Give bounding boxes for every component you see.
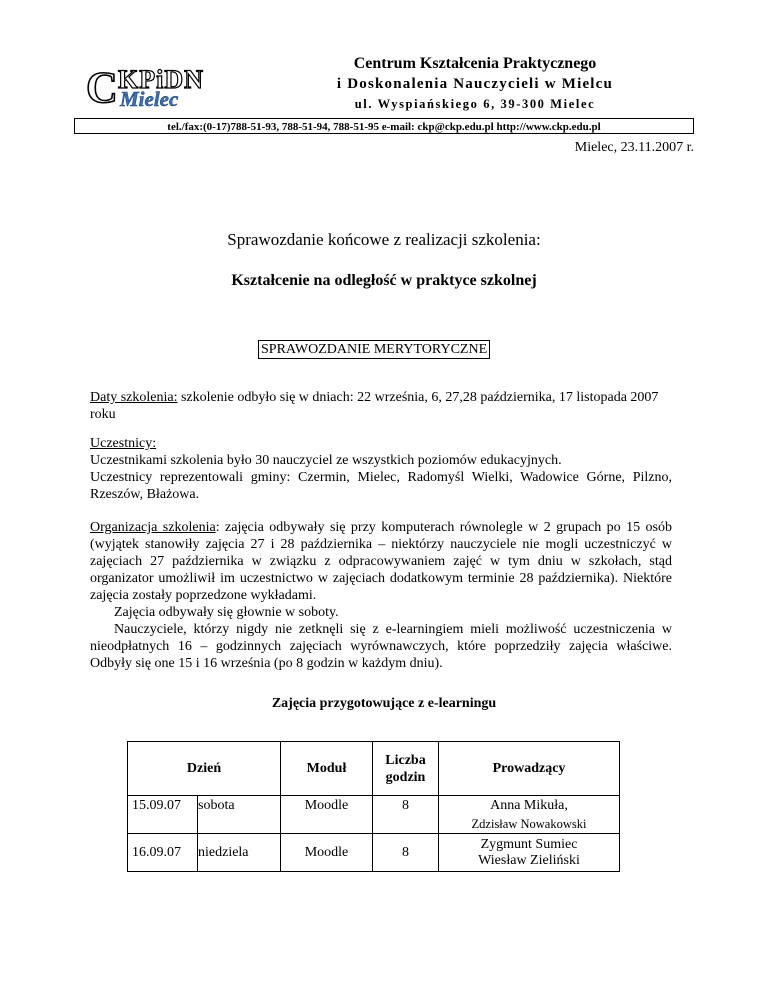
table-row [128, 834, 620, 872]
organization-paragraph [90, 519, 672, 604]
svg-text:KPiDN: KPiDN [118, 65, 204, 94]
document-date: Mielec, 23.11.2007 r. [574, 140, 694, 155]
row-hours: 8 [373, 796, 439, 834]
row-module: Moodle [281, 834, 373, 872]
row-lead [439, 834, 620, 872]
row-lead [439, 796, 620, 834]
row-module: Moodle [281, 796, 373, 834]
organization-text: : zajęcia odbywały się przy komputerach równolegle w 2 grupach po 15 osób (wyjątek stanowiły zajęcia 27 i 28 października – niektórzy nauczyciele nie mogli uczestniczyć w zajęciach 27 października w związku z odpracowywaniem zajęć w tym dniu w szkołach, stąd organizator umożliwił im uczestnictwo w zajęciach dodatkowym terminie 28 października). Niektóre zajęcia zostały poprzedzone wykładami. [90, 520, 672, 603]
row-weekday: niedziela [198, 834, 281, 872]
report-subtitle: Kształcenie na odległość w praktyce szkolnej [231, 272, 537, 289]
header-lead: Prowadzący [439, 742, 620, 796]
training-dates-paragraph [90, 389, 672, 423]
participants-line1: Uczestnikami szkolenia było 30 nauczyciel ze wszystkich poziomów edukacyjnych. [90, 453, 562, 468]
svg-text:C: C [86, 63, 118, 112]
row-date: 16.09.07 [128, 834, 198, 872]
header-module: Moduł [281, 742, 373, 796]
table-row [128, 796, 620, 834]
table-header-row [128, 742, 620, 796]
organization-remedial: Nauczyciele, którzy nigdy nie zetknęli się z e-learningiem mieli możliwość uczestniczenia w nieodpłatnych 16 – godzinnych zajęciach wyrównawczych, które poprzedziły zajęcia właściwe. Odbyły się one 15 i 16 września (po 8 godzin w każdym dniu). [90, 622, 672, 671]
training-dates-label: Daty szkolenia: [90, 390, 178, 405]
schedule-table-title: Zajęcia przygotowujące z e-learningu [271, 696, 497, 711]
section-heading-box: SPRAWOZDANIE MERYTORYCZNE [258, 340, 490, 359]
lead-name-1: Zygmunt Sumiec [480, 836, 578, 852]
contact-bar: tel./fax:(0-17)788-51-93, 788-51-94, 788-51-95 e-mail: ckp@ckp.edu.pl http://www.ckp.edu.pl [74, 118, 694, 134]
lead-name-2: Zdzisław Nowakowski [471, 817, 587, 831]
org-name-line2: i Doskonalenia Nauczycieli w Mielcu [336, 76, 614, 92]
training-dates-text: szkolenie odbyło się w dniach: 22 września, 6, 27,28 października, 17 listopada 2007 roku [90, 390, 659, 422]
header-hours: Liczba godzin [373, 742, 439, 796]
participants-line2: Uczestnicy reprezentowali gminy: Czermin, Mielec, Radomyśl Wielki, Wadowice Górne, Pilzno, Rzeszów, Błażowa. [90, 470, 672, 502]
org-name-line1: Centrum Kształcenia Praktycznego [353, 55, 597, 72]
header-day: Dzień [128, 742, 281, 796]
svg-text:Mielec: Mielec [120, 87, 179, 111]
lead-name-1: Anna Mikuła, [490, 798, 568, 813]
row-date: 15.09.07 [128, 796, 198, 834]
participants-label: Uczestnicy: [90, 436, 157, 451]
schedule-table [127, 741, 620, 872]
organization-label: Organizacja szkolenia [90, 520, 216, 535]
row-hours: 8 [373, 834, 439, 872]
organization-saturdays: Zajęcia odbywały się głownie w soboty. [114, 605, 339, 620]
org-address: ul. Wyspiańskiego 6, 39-300 Mielec [354, 97, 596, 111]
lead-name-2: Wiesław Zieliński [478, 852, 580, 868]
row-weekday: sobota [198, 796, 281, 834]
report-title: Sprawozdanie końcowe z realizacji szkolenia: [227, 230, 541, 249]
ckpidn-logo [80, 62, 230, 112]
